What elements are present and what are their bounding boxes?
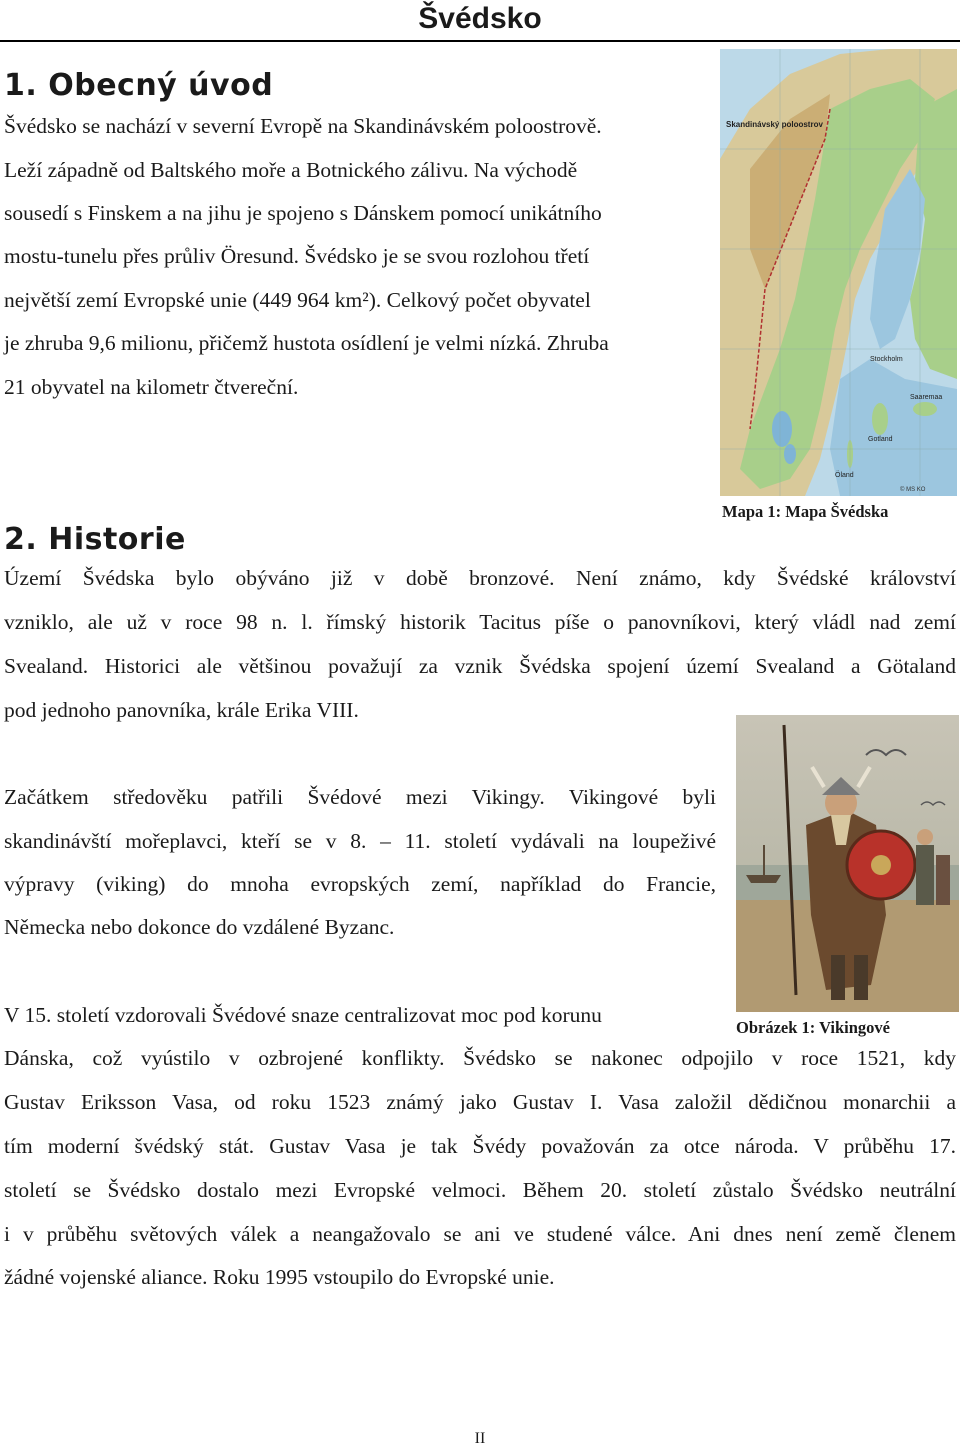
- map-label-oland: Öland: [835, 472, 854, 479]
- history-line: V 15. století vzdorovali Švédové snaze centralizovat moc pod korunu: [4, 1003, 602, 1027]
- history-line: Německa nebo dokonce do vzdálené Byzanc.: [4, 915, 395, 939]
- map-label-saaremaa: Saaremaa: [910, 394, 943, 401]
- viking-caption: Obrázek 1: Vikingové: [736, 1018, 891, 1037]
- intro-line: mostu-tunelu přes průliv Öresund. Švédsko je se svou rozlohou třetí: [4, 244, 590, 268]
- intro-line: Švédsko se nachází v severní Evropě na Skandinávském poloostrově.: [4, 114, 602, 138]
- section-heading-history: 2. Historie: [4, 522, 186, 557]
- page-title: Švédsko: [418, 2, 542, 35]
- history-line: vzniklo, ale už v roce 98 n. l. římský historik Tacitus píše o panovníkovi, který vládl nad zemí: [4, 610, 956, 634]
- map-label-gotland: Gotland: [868, 436, 893, 443]
- intro-line: sousedí s Finskem a na jihu je spojeno s Dánskem pomocí unikátního: [4, 201, 602, 225]
- history-line: Začátkem středověku patřili Švédové mezi Vikingy. Vikingové byli: [4, 785, 716, 809]
- viking-illustration-image: [736, 715, 959, 1012]
- history-line: pod jednoho panovníka, krále Erika VIII.: [4, 698, 359, 722]
- intro-line: je zhruba 9,6 milionu, přičemž hustota osídlení je velmi nízká. Zhruba: [4, 331, 609, 355]
- section-heading-intro: 1. Obecný úvod: [4, 68, 274, 103]
- sweden-map-image: [720, 49, 957, 496]
- history-line: století se Švédsko dostalo mezi Evropské velmoci. Během 20. století zůstalo Švédsko neutrální: [4, 1178, 956, 1202]
- title-rule: [0, 40, 960, 42]
- map-label-stockholm: Stockholm: [870, 356, 903, 363]
- history-line: tím moderní švédský stát. Gustav Vasa je tak Švédy považován za otce národa. V průběhu 17.: [4, 1134, 956, 1158]
- history-line: Dánska, což vyústilo v ozbrojené konflikty. Švédsko se nakonec odpojilo v roce 1521, kdy: [4, 1046, 956, 1070]
- map-label-peninsula: Skandinávský poloostrov: [726, 120, 823, 129]
- map-caption: Mapa 1: Mapa Švédska: [722, 502, 889, 521]
- intro-line: největší zemí Evropské unie (449 964 km²). Celkový počet obyvatel: [4, 288, 591, 312]
- history-line: skandinávští mořeplavci, kteří se v 8. – 11. století vydávali na loupeživé: [4, 829, 716, 853]
- history-line: žádné vojenské aliance. Roku 1995 vstoupilo do Evropské unie.: [4, 1265, 555, 1289]
- page-number: II: [474, 1430, 486, 1447]
- history-line: i v průběhu světových válek a neangažovalo se ani ve studené válce. Ani dnes není země členem: [4, 1222, 956, 1246]
- intro-line: 21 obyvatel na kilometr čtvereční.: [4, 375, 299, 399]
- map-label-copyright: © MS KO: [900, 487, 926, 493]
- intro-line: Leží západně od Baltského moře a Botnického zálivu. Na východě: [4, 158, 578, 182]
- history-line: Gustav Eriksson Vasa, od roku 1523 známý jako Gustav I. Vasa založil dědičnou monarchii a: [4, 1090, 956, 1114]
- history-line: Území Švédska bylo obýváno již v době bronzové. Není známo, kdy Švédské království: [4, 566, 956, 590]
- history-line: výpravy (viking) do mnoha evropských zemí, například do Francie,: [4, 872, 716, 896]
- history-line: Svealand. Historici ale většinou považují za vznik Švédska spojení území Svealand a Götaland: [4, 654, 956, 678]
